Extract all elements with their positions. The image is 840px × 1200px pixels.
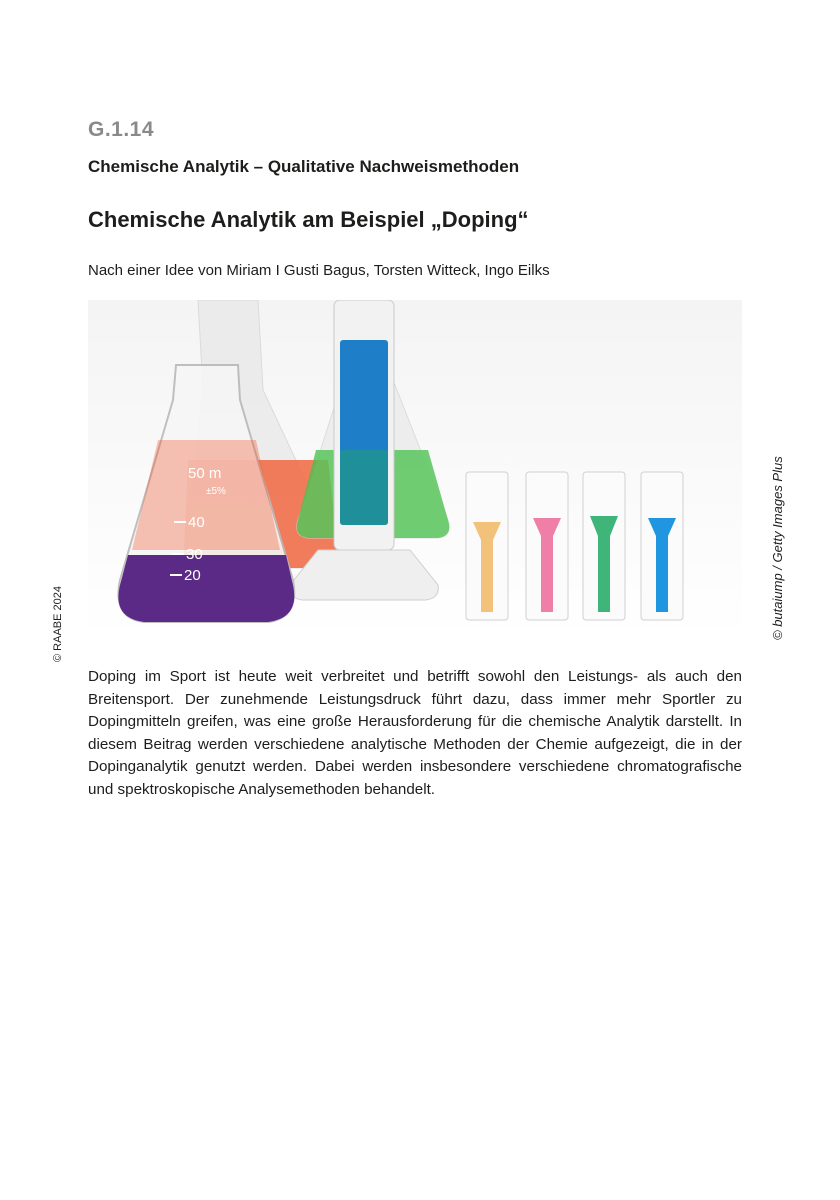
authors-line: Nach einer Idee von Miriam I Gusti Bagus, Torsten Witteck, Ingo Eilks xyxy=(88,262,550,279)
scale-label-30: 30 xyxy=(186,546,203,563)
page-title: Chemische Analytik am Beispiel „Doping“ xyxy=(88,207,529,232)
cuvette-yellow xyxy=(466,472,508,620)
cylinder-base xyxy=(290,550,439,600)
document-code: G.1.14 xyxy=(88,118,155,141)
glassware-illustration xyxy=(88,300,742,640)
cuvette-green xyxy=(583,472,625,620)
photo-credit: © butaiump / Getty Images Plus xyxy=(770,456,785,640)
cuvette-blue xyxy=(641,472,683,620)
scale-label-20: 20 xyxy=(184,567,201,584)
cuvette-pink xyxy=(526,472,568,620)
lab-glassware-photo xyxy=(88,300,742,640)
intro-paragraph: Doping im Sport ist heute weit verbreitet und betrifft sowohl den Leistungs- als auch den Breitensport. Der zunehmende Leistungsdruck führt dazu, dass immer mehr Sportler zu Dopingmitteln greifen, was eine große Herausforderung für die chemische Analytik darstellt. In diesem Beitrag werden verschiedene analytische Methoden der Chemie aufgezeigt, die in der Dopinganalytik genutzt werden. Dabei werden insbesondere verschiedene chromatografische und spektroskopische Analysemethoden behandelt. xyxy=(88,668,742,798)
purple-liquid xyxy=(118,555,294,622)
copyright-notice: © RAABE 2024 xyxy=(52,586,64,662)
scale-label-40: 40 xyxy=(188,514,205,531)
scale-label-tolerance: ±5% xyxy=(206,486,226,497)
series-title: Chemische Analytik – Qualitative Nachweismethoden xyxy=(88,157,520,176)
scale-label-50: 50 m xyxy=(188,465,222,482)
